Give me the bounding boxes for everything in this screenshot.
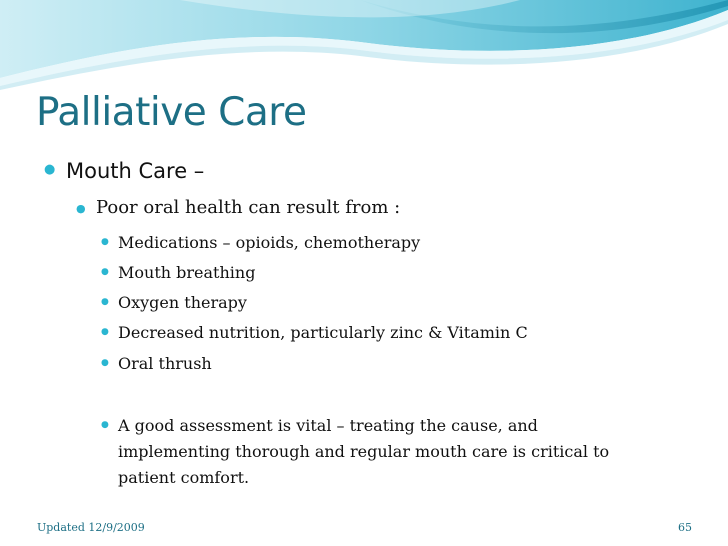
bullet-circle-icon: ●	[44, 162, 56, 177]
assessment-line: implementing thorough and regular mouth care is critical to	[118, 442, 610, 461]
assessment-line: A good assessment is vital – treating the cause, and	[118, 416, 538, 435]
bullet-circle-icon: ●	[101, 327, 109, 337]
header-wave-decoration	[0, 0, 728, 90]
bullet-circle-icon: ●	[101, 420, 109, 430]
level2-text: Poor oral health can result from :	[96, 197, 401, 218]
footer-date: Updated 12/9/2009	[37, 521, 145, 534]
assessment-line: patient comfort.	[118, 468, 250, 487]
list-item: Oral thrush	[118, 354, 212, 373]
list-item: Mouth breathing	[118, 263, 256, 282]
list-item: Decreased nutrition, particularly zinc & Vitamin C	[118, 323, 528, 342]
list-item: Oxygen therapy	[118, 293, 247, 312]
bullet-circle-icon: ●	[101, 358, 109, 368]
bullet-circle-icon: ●	[101, 267, 109, 277]
page-number: 65	[678, 521, 692, 534]
bullet-circle-icon: ●	[76, 202, 86, 215]
bullet-circle-icon: ●	[101, 297, 109, 307]
level1-text: Mouth Care –	[66, 159, 205, 183]
slide-title: Palliative Care	[36, 90, 307, 135]
list-item: Medications – opioids, chemotherapy	[118, 233, 421, 252]
bullet-circle-icon: ●	[101, 237, 109, 247]
